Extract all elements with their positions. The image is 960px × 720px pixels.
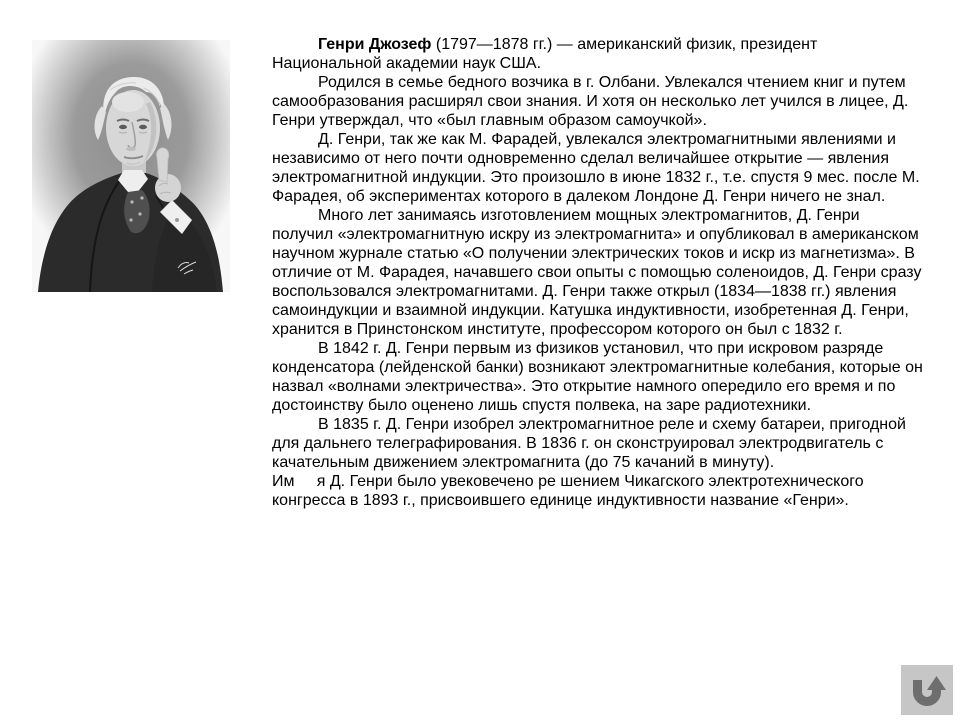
return-button[interactable] — [901, 665, 953, 715]
paragraph: Много лет занимаясь изготовлением мощных электромагнитов, Д. Генри получил «электромагнитную искру из электромагнита» и опубликовал в американском научном журнале статью «О получении электрических токов и искр из магнетизма». В отличие от М. Фарадея, начавшего свои опыты с помощью соленоидов, Д. Генри сразу воспользовался электромагнитами. Д. Генри также открыл (1834—1838 гг.) явления самоиндукции и взаимной индукции. Катушка индуктивности, изобретенная Д. Генри, хранится в Принстонском институте, профессором которого он был с 1832 г. — [272, 207, 922, 338]
paragraph-intro — [272, 35, 924, 73]
paragraph: В 1842 г. Д. Генри первым из физиков установил, что при искровом разряде конденсатора (лейденской банки) возникают электромагнитные колебания, которые он назвал «волнами электричества». Это открытие намного опередило его время и по достоинству было оценено лишь спустя полвека, на заре радиотехники. — [272, 340, 923, 414]
paragraph: В 1835 г. Д. Генри изобрел электромагнитное реле и схему батареи, пригодной для дальнего телеграфирования. В 1836 г. он сконструировал электродвигатель с качательным движением электромагнита (до 75 качаний в минуту). — [272, 416, 906, 471]
paragraph: Д. Генри, так же как М. Фарадей, увлекался электромагнитными явлениями и независимо от него почти одновременно сделал величайшее открытие — явления электромагнитной индукции. Это произошло в июне 1832 г., т.е. спустя 9 мес. после М. Фарадея, об экспериментах которого в далеком Лондоне Д. Генри ничего не знал. — [272, 131, 920, 205]
paragraph: Им я Д. Генри было увековечено ре шением Чикагского электротехнического конгресса в 1893 г., присвоившего единице индуктивности название «Генри». — [272, 473, 864, 509]
paragraph: Родился в семье бедного возчика в г. Олбани. Увлекался чтением книг и путем самообразования расширял свои знания. И хотя он несколько лет учился в лицее, Д. Генри утверждал, что «был главным образом самоучкой». — [272, 74, 909, 129]
article-text — [272, 35, 924, 510]
paragraph-text: (1797—1878 гг.) — американский физик, президент Национальной академии наук США. — [272, 36, 818, 72]
u-turn-arrow-icon — [901, 665, 953, 715]
portrait-image — [32, 40, 230, 292]
portrait — [32, 40, 230, 292]
person-name: Генри Джозеф — [318, 36, 432, 53]
